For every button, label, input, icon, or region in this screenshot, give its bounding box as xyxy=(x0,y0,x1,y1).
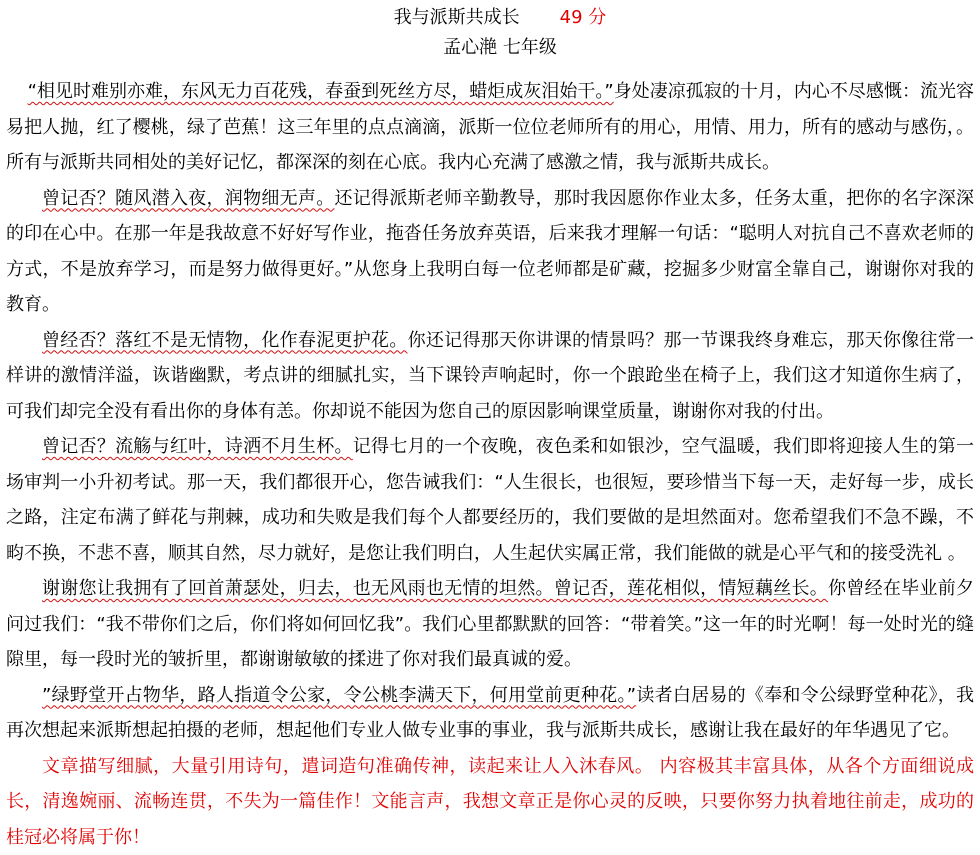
paragraph-text: 你曾经在毕业前夕问过我们：“我不带你们之后，你们将如何回忆我”。我们心里都默默的回答：“带着笑。”这一年的时光啊！每一处时光的缝隙里，每一段时光的皱折里，都谢谢敏敏的揉进了你对我们最真诚的爱。 xyxy=(6,578,974,670)
poem-quote: 曾记否？随风潜入夜，润物细无声。 xyxy=(42,188,334,209)
essay-title: 我与派斯共成长 xyxy=(394,7,520,28)
poem-quote: 谢谢您让我拥有了回首萧瑟处，归去，也无风雨也无情的坦然。曾记否，莲花相似，情短藕丝长。 xyxy=(42,578,828,599)
essay-paragraph-2 xyxy=(6,181,974,323)
essay-paragraph-4 xyxy=(6,429,974,571)
essay-page xyxy=(6,4,974,855)
paragraph-text: 身处凄凉孤寂的十月，内心不尽感慨：流光容易把人抛，红了樱桃，绿了芭蕉！这三年里的点点滴滴，派斯一位位老师所有的用心，用情、用力，所有的感动与感伤，。所有与派斯共同相处的美好记忆，都深深的刻在心底。我内心充满了感激之情，我与派斯共成长。 xyxy=(6,81,974,173)
poem-quote: 曾经否？落红不是无情物，化作春泥更护花。 xyxy=(42,330,408,351)
paragraph-text: 记得七月的一个夜晚，夜色柔和如银沙，空气温暖，我们即将迎接人生的第一场审判一小升初考试。那一天，我们都很开心，您告诫我们：“人生很长，也很短，要珍惜当下每一天，走好每一步，成长之路，注定布满了鲜花与荆棘，成功和失败是我们每个人都要经历的，我们要做的是坦然面对。您希望我们不急不躁，不畇不换，不悲不喜，顺其自然，尽力就好，是您让我们明白，人生起伏实属正常，我们能做的就是心平气和的接受洗礼 。 xyxy=(6,436,974,564)
essay-score: 49 分 xyxy=(560,7,607,28)
essay-paragraph-1 xyxy=(6,74,974,181)
teacher-comment: 文章描写细腻，大量引用诗句，遣词造句准确传神，读起来让人入沐春风。 内容极其丰富具体，从各个方面细说成长，清逸婉丽、流畅连贯，不失为一篇佳作！文能言声，我想文章正是你心灵的反映，只要你努力执着地往前走，成功的桂冠必将属于你！ xyxy=(6,749,974,855)
paragraph-text: 读者白居易的《奉和令公绿野堂种花》，我再次想起来派斯想起拍摄的老师，想起他们专业人做专业事的事业，我与派斯共成长，感谢让我在最好的年华遇见了它。 xyxy=(6,685,974,742)
poem-quote: ”绿野堂开占物华，路人指道令公家，令公桃李满天下，何用堂前更种花。” xyxy=(42,685,636,706)
paragraph-text: 你还记得那天你讲课的情景吗？那一节课我终身难忘，那天你像往常一样讲的激情洋溢，诙谐幽默，考点讲的细腻扎实，当下课铃声响起时，你一个踉跄坐在椅子上，我们这才知道你生病了，可我们却完全没有看出你的身体有恙。你却说不能因为您自己的原因影响课堂质量，谢谢你对我的付出。 xyxy=(6,330,974,422)
essay-paragraph-5 xyxy=(6,571,974,678)
essay-title-line xyxy=(6,4,974,34)
essay-paragraph-6 xyxy=(6,678,974,749)
essay-paragraph-3 xyxy=(6,323,974,430)
paragraph-text: 还记得派斯老师辛勤教导，那时我因愿你作业太多，任务太重，把你的名字深深的印在心中。在那一年是我故意不好好写作业，拖沓任务放弃英语，后来我才理解一句话：“聪明人对抗自己不喜欢老师的方式，不是放弃学习，而是努力做得更好。”从您身上我明白每一位老师都是矿藏，挖掘多少财富全靠自己，谢谢你对我的教育。 xyxy=(6,188,974,316)
poem-quote: 曾记否？流觞与红叶，诗洒不月生杯。 xyxy=(42,436,353,457)
poem-quote: “相见时难别亦难，东风无力百花残，春蚕到死丝方尽，蜡炬成灰泪始干。” xyxy=(28,81,614,102)
author-byline: 孟心滟 七年级 xyxy=(6,34,974,74)
